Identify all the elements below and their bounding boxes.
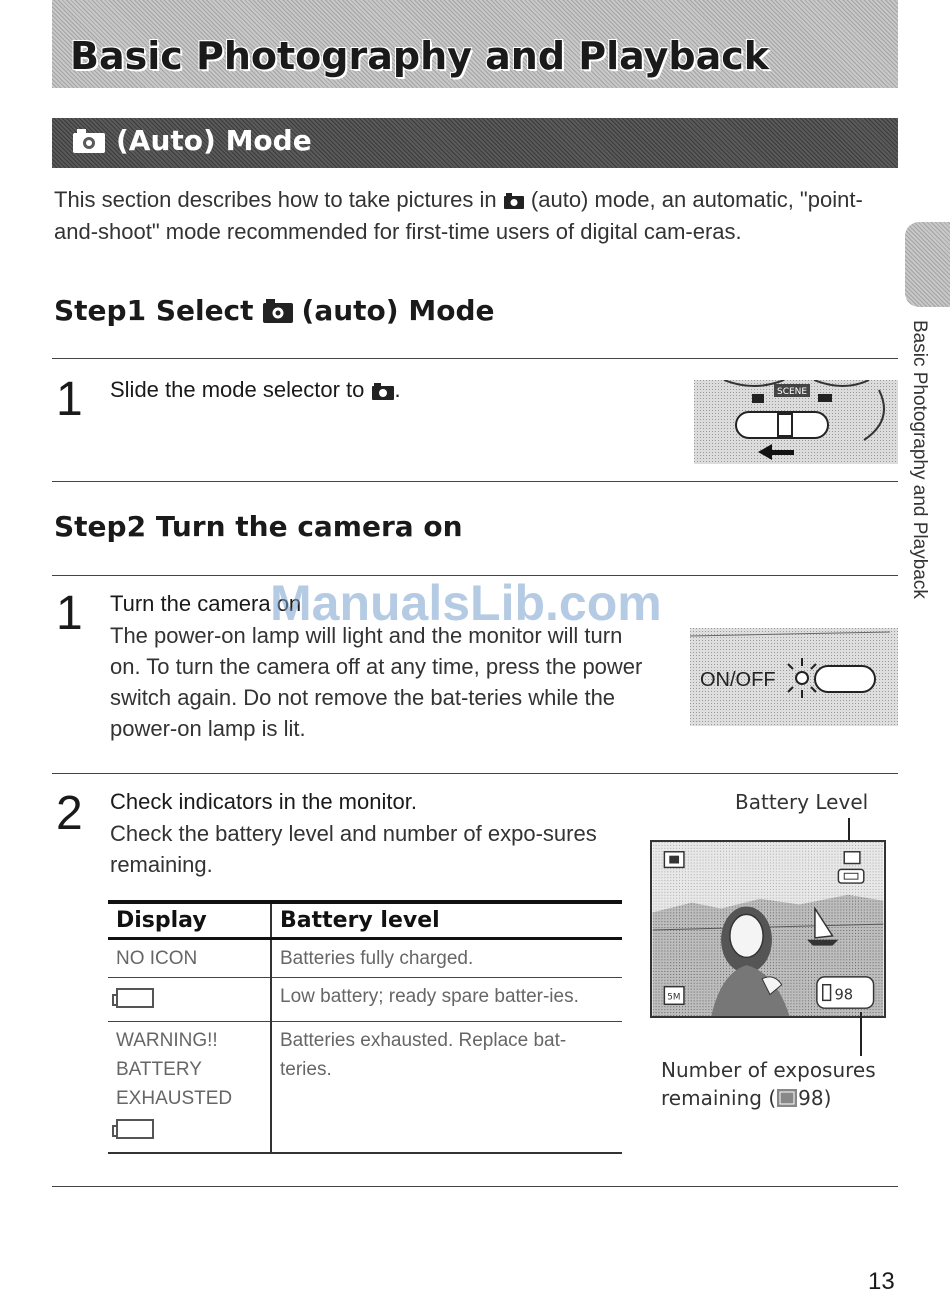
svg-text:SCENE: SCENE xyxy=(777,387,808,397)
image-size-icon xyxy=(776,1088,798,1108)
page-number: 13 xyxy=(868,1268,895,1295)
divider xyxy=(52,773,898,774)
step2-item2-body: Check the battery level and number of expo-sures remaining. xyxy=(110,821,597,877)
table-header: Battery level xyxy=(271,902,622,939)
step-number: 1 xyxy=(56,587,83,640)
exposures-caption-line1: Number of exposures xyxy=(661,1058,876,1082)
step1-item-label: Slide the mode selector to xyxy=(110,377,365,402)
warning-text: WARNING!! BATTERY EXHAUSTED xyxy=(116,1030,233,1109)
monitor-count: 98 xyxy=(834,986,854,1004)
battery-level-caption: Battery Level xyxy=(735,790,869,814)
exposures-caption-line2 xyxy=(661,1086,831,1110)
intro-paragraph xyxy=(54,184,894,248)
mode-selector-illustration xyxy=(694,380,898,464)
divider xyxy=(52,481,898,482)
exposures-caption-part2: 98) xyxy=(798,1086,832,1110)
camera-icon xyxy=(503,192,525,210)
step1-item-end: . xyxy=(394,377,401,402)
exposures-caption-part1: remaining ( xyxy=(661,1086,777,1110)
side-tab-marker xyxy=(905,222,950,307)
step-number: 2 xyxy=(56,787,83,840)
table-cell-display xyxy=(108,978,271,1022)
step1-heading-a: Step1 Select xyxy=(54,294,254,327)
step2-item2-lead: Check indicators in the monitor. xyxy=(110,789,417,814)
svg-text:5M: 5M xyxy=(667,992,681,1003)
step2-heading: Step2 Turn the camera on xyxy=(54,510,463,543)
table-cell-level: Batteries exhausted. Replace bat-teries. xyxy=(271,1022,622,1154)
step1-heading-b: (auto) Mode xyxy=(301,294,495,327)
step2-item1-lead: Turn the camera on xyxy=(110,591,302,616)
table-row xyxy=(108,1022,622,1154)
intro-part2: (auto) mode, an automatic, "point-and-shoot" mode recommended for first-time users of digital cam-eras. xyxy=(54,187,863,244)
table-row xyxy=(108,939,622,978)
section-title-text: (Auto) Mode xyxy=(116,124,312,157)
battery-level-table xyxy=(108,900,622,1154)
battery-low-icon xyxy=(116,988,154,1008)
step2-item1-body: The power-on lamp will light and the monitor will turn on. To turn the camera off at any time, press the power switch again. Do not remove the bat-teries while the power-on lamp is lit. xyxy=(110,623,643,741)
monitor-illustration xyxy=(650,840,886,1018)
table-header: Display xyxy=(108,902,271,939)
onoff-label: ON/OFF xyxy=(700,669,776,691)
camera-icon xyxy=(262,298,294,324)
divider xyxy=(52,1186,898,1187)
step-number: 1 xyxy=(56,373,83,426)
watermark: ManualsLib.com xyxy=(270,575,662,631)
divider xyxy=(52,358,898,359)
chapter-title: Basic Photography and Playback xyxy=(70,34,770,78)
intro-part1: This section describes how to take pictures in xyxy=(54,187,497,212)
side-tab-label: Basic Photography and Playback xyxy=(909,320,930,599)
step1-heading xyxy=(54,294,494,327)
battery-empty-icon xyxy=(116,1119,154,1139)
camera-icon xyxy=(72,128,106,154)
step1-item-text xyxy=(110,374,401,405)
table-cell-level: Low battery; ready spare batter-ies. xyxy=(271,978,622,1022)
table-cell-display: NO ICON xyxy=(108,939,271,978)
camera-icon xyxy=(371,382,395,401)
table-cell-level: Batteries fully charged. xyxy=(271,939,622,978)
power-switch-illustration xyxy=(690,628,898,726)
table-row xyxy=(108,978,622,1022)
section-title xyxy=(72,124,312,157)
table-cell-display xyxy=(108,1022,271,1154)
callout-line xyxy=(860,1012,862,1056)
